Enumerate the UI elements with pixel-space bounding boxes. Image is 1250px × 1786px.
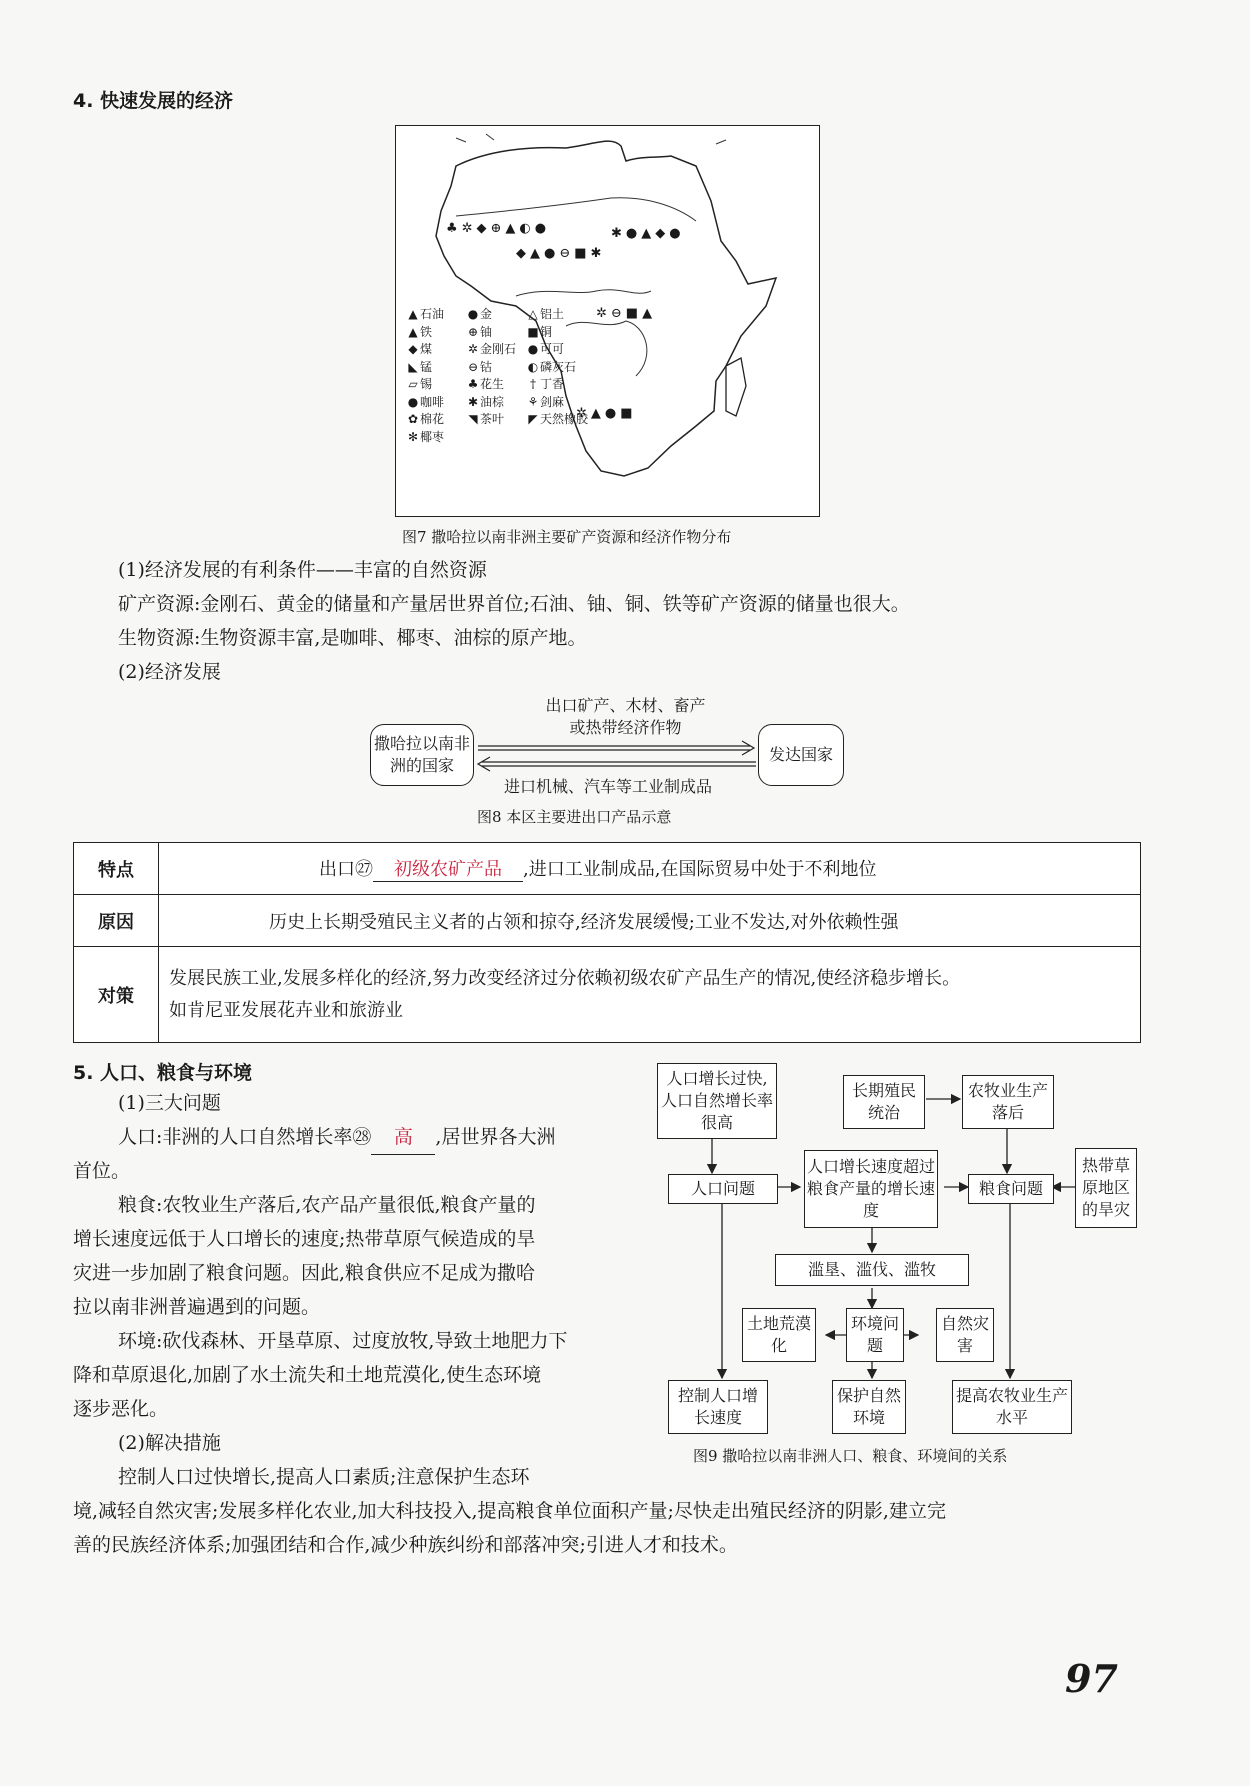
legend-coffee: ● 咖啡 bbox=[406, 394, 466, 412]
p1-bio: 生物资源:生物资源丰富,是咖啡、椰枣、油棕的原产地。 bbox=[118, 627, 587, 649]
coffee-icon: ● bbox=[407, 394, 419, 409]
legend-peanut: ♣ 花生 bbox=[466, 376, 526, 394]
legend-phosphate: ◐ 磷灰石 bbox=[526, 359, 596, 377]
row-head-measures: 对策 bbox=[74, 947, 159, 1043]
row-head-reasons: 原因 bbox=[74, 895, 159, 947]
fig9-box-fast-growth: 人口增长过快,人口自然增长率很高 bbox=[657, 1063, 777, 1139]
africa-resource-map bbox=[395, 125, 820, 517]
legend-bauxite: △ 铝土 bbox=[526, 306, 596, 324]
food-line-3: 灾进一步加剧了粮食问题。因此,粮食供应不足成为撒哈 bbox=[73, 1262, 536, 1284]
figure-7-caption: 图7 撒哈拉以南非洲主要矿产资源和经济作物分布 bbox=[402, 528, 732, 546]
legend-copper: ■铜 bbox=[526, 324, 596, 342]
fig8-left-box: 撒哈拉以南非洲的国家 bbox=[370, 724, 474, 786]
p1-heading: (1)经济发展的有利条件——丰富的自然资源 bbox=[118, 559, 487, 581]
section-4-title: 4. 快速发展的经济 bbox=[73, 90, 234, 112]
pop-line: 人口:非洲的人口自然增长率㉘ 高 ,居世界各大洲 bbox=[118, 1120, 555, 1155]
fig9-box-desertification: 土地荒漠化 bbox=[742, 1308, 816, 1362]
fig9-box-environment: 环境问题 bbox=[846, 1308, 904, 1362]
fig9-box-protect-env: 保护自然环境 bbox=[832, 1380, 906, 1434]
oil-icon: ▲ bbox=[408, 307, 418, 321]
uranium-icon: ⊕ bbox=[467, 324, 479, 339]
economy-table bbox=[73, 842, 1141, 1043]
fig8-right-box: 发达国家 bbox=[758, 724, 844, 786]
food-line-4: 拉以南非洲普遍遇到的问题。 bbox=[73, 1296, 321, 1318]
tin-icon: ▱ bbox=[408, 377, 418, 391]
gold-icon: ● bbox=[467, 307, 479, 321]
cobalt-icon: ⊖ bbox=[467, 359, 479, 374]
table-row bbox=[74, 895, 1141, 947]
p2-heading: (2)经济发展 bbox=[118, 661, 221, 683]
fig9-box-disaster: 自然灾害 bbox=[936, 1308, 994, 1362]
fig8-arrows bbox=[476, 738, 758, 774]
measure-line-2: 境,减轻自然灾害;发展多样化农业,加大科技投入,提高粮食单位面积产量;尽快走出殖民经济的阴影,建立完 bbox=[73, 1500, 946, 1522]
legend-cobalt: ⊖ 钴 bbox=[466, 359, 526, 377]
diamond-icon: ✲ bbox=[467, 342, 479, 356]
coal-icon: ◆ bbox=[408, 342, 418, 356]
clove-icon: † bbox=[530, 377, 536, 391]
tea-icon: ◥ bbox=[468, 412, 478, 426]
legend-tea: ◥ 茶叶 bbox=[466, 411, 526, 429]
iron-icon: ▲ bbox=[408, 324, 418, 339]
fig9-box-control-pop: 控制人口增长速度 bbox=[668, 1380, 768, 1434]
page-number: 97 bbox=[1065, 1656, 1118, 1701]
bauxite-icon: △ bbox=[528, 307, 538, 321]
legend-datepalm: ✻ 椰枣 bbox=[406, 429, 466, 447]
row-head-features: 特点 bbox=[74, 843, 159, 895]
fig9-box-colonial: 长期殖民统治 bbox=[843, 1075, 925, 1129]
fig8-import-label: 进口机械、汽车等工业制成品 bbox=[504, 777, 713, 796]
legend-iron: ▲ 铁 bbox=[406, 324, 466, 342]
fig9-box-overuse: 滥垦、滥伐、滥牧 bbox=[775, 1254, 969, 1286]
legend-oilpalm: ✱ 油棕 bbox=[466, 394, 526, 412]
legend-coal: ◆ 煤 bbox=[406, 341, 466, 359]
oilpalm-icon: ✱ bbox=[467, 394, 479, 409]
map-symbols-south: ✲⊖■▲ bbox=[596, 306, 657, 321]
fig9-box-raise-agri: 提高农牧业生产水平 bbox=[952, 1380, 1072, 1434]
legend-diamond: ✲ 金刚石 bbox=[466, 341, 526, 359]
fig9-box-drought: 热带草原地区的旱灾 bbox=[1075, 1148, 1137, 1228]
legend-manganese: ◣ 锰 bbox=[406, 359, 466, 377]
table-row bbox=[74, 947, 1141, 1043]
datepalm-icon: ✻ bbox=[407, 429, 419, 444]
fig9-box-backward-agri: 农牧业生产落后 bbox=[962, 1075, 1054, 1129]
legend-gold: ● 金 bbox=[466, 306, 526, 324]
row-measures: 发展民族工业,发展多样化的经济,努力改变经济过分依赖初级农矿产品生产的情况,使经济稳步增长。 如肯尼亚发展花卉业和旅游业 bbox=[159, 947, 1141, 1043]
env-line-1: 环境:砍伐森林、开垦草原、过度放牧,导致土地肥力下 bbox=[118, 1330, 568, 1352]
cotton-icon: ✿ bbox=[407, 412, 419, 426]
legend-tin: ▱ 锡 bbox=[406, 376, 466, 394]
map-symbols-center: ◆▲●⊖■✱ bbox=[516, 246, 606, 261]
env-line-2: 降和草原退化,加剧了水土流失和土地荒漠化,使生态环境 bbox=[73, 1364, 542, 1386]
map-symbols-east: ✱●▲◆● bbox=[611, 226, 685, 241]
peanut-icon: ♣ bbox=[467, 377, 479, 391]
section-5-title: 5. 人口、粮食与环境 bbox=[73, 1062, 253, 1084]
food-line-1: 粮食:农牧业生产落后,农产品产量很低,粮食产量的 bbox=[118, 1194, 536, 1216]
s1-heading: (1)三大问题 bbox=[118, 1092, 221, 1114]
legend-cotton: ✿ 棉花 bbox=[406, 411, 466, 429]
p1-mineral: 矿产资源:金刚石、黄金的储量和产量居世界首位;石油、铀、铜、铁等矿产资源的储量也很大。 bbox=[118, 593, 910, 615]
row-features: 出口㉗ 初级农矿产品 ,进口工业制成品,在国际贸易中处于不利地位 bbox=[159, 843, 1141, 895]
cocoa-icon: ● bbox=[527, 342, 539, 356]
fig9-box-growth-gap: 人口增长速度超过粮食产量的增长速度 bbox=[804, 1150, 938, 1228]
legend-rubber: ◤ 天然橡胶 bbox=[526, 411, 596, 429]
map-symbols-far-south: ✲▲●■ bbox=[576, 406, 637, 421]
answer-28: 高 bbox=[371, 1120, 435, 1155]
fig9-box-food: 粮食问题 bbox=[968, 1174, 1054, 1204]
phosphate-icon: ◐ bbox=[527, 359, 539, 374]
measure-line-3: 善的民族经济体系;加强团结和合作,减少种族纠纷和部落冲突;引进人才和技术。 bbox=[73, 1534, 738, 1556]
copper-icon: ■ bbox=[527, 324, 539, 339]
map-symbols-west: ♣✲◆⊕▲◐● bbox=[446, 221, 551, 236]
manganese-icon: ◣ bbox=[408, 359, 418, 374]
fig8-export-label: 出口矿产、木材、畜产或热带经济作物 bbox=[545, 696, 706, 737]
env-line-3: 逐步恶化。 bbox=[73, 1398, 169, 1420]
sisal-icon: ⚘ bbox=[527, 394, 539, 409]
figure-8-caption: 图8 本区主要进出口产品示意 bbox=[477, 808, 672, 826]
legend-clove: † 丁香 bbox=[526, 376, 596, 394]
rubber-icon: ◤ bbox=[528, 412, 538, 426]
food-line-2: 增长速度远低于人口增长的速度;热带草原气候造成的旱 bbox=[73, 1228, 536, 1250]
figure-9-caption: 图9 撒哈拉以南非洲人口、粮食、环境间的关系 bbox=[693, 1447, 1008, 1465]
fig9-box-population: 人口问题 bbox=[668, 1174, 778, 1204]
legend-cocoa: ● 可可 bbox=[526, 341, 596, 359]
table-row bbox=[74, 843, 1141, 895]
row-reasons: 历史上长期受殖民主义者的占领和掠夺,经济发展缓慢;工业不发达,对外依赖性强 bbox=[159, 895, 1141, 947]
legend-sisal: ⚘ 剑麻 bbox=[526, 394, 596, 412]
map-legend bbox=[406, 306, 596, 446]
pop-line-2: 首位。 bbox=[73, 1160, 131, 1182]
measure-line-1: 控制人口过快增长,提高人口素质;注意保护生态环 bbox=[118, 1466, 530, 1488]
answer-27: 初级农矿产品 bbox=[373, 855, 523, 882]
s2-heading: (2)解决措施 bbox=[118, 1432, 221, 1454]
legend-oil: ▲ 石油 bbox=[406, 306, 466, 324]
legend-uranium: ⊕ 铀 bbox=[466, 324, 526, 342]
